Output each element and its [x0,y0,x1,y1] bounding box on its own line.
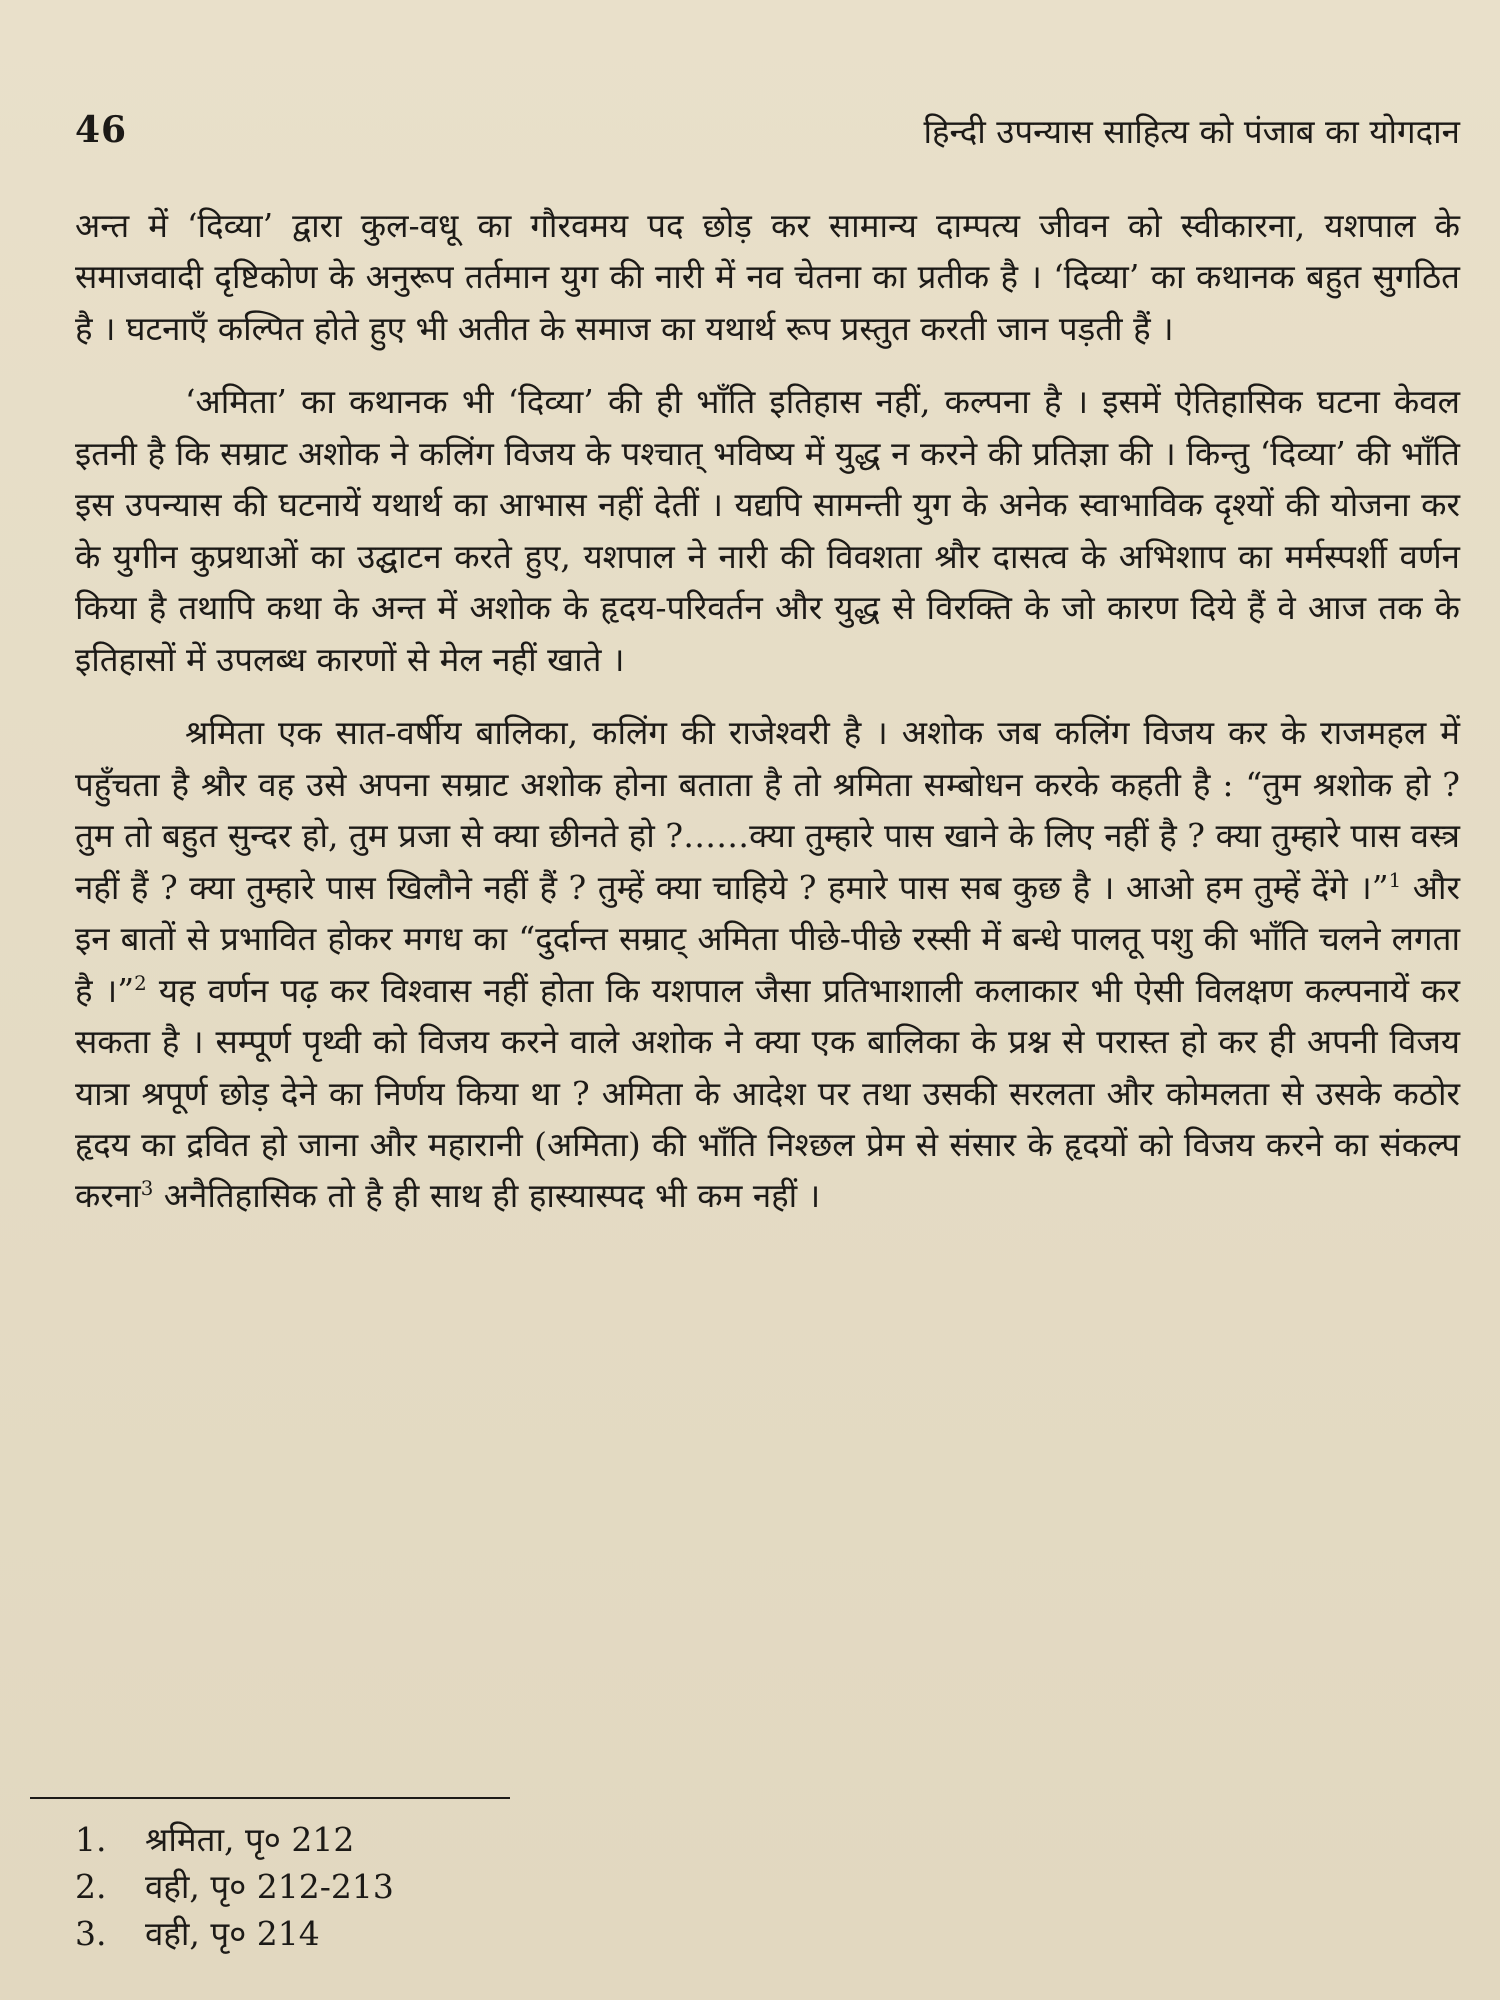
paragraph-3 [75,707,1460,1222]
paragraph-3-text-b: और इन बातों से प्रभावित होकर मगध का “दुर्दान्त सम्राट् अमिता पीछे-पीछे रस्सी में बन्धे पालतू पशु की भाँति चलने लगता है ।” [75,867,1461,1010]
paragraph-3-text-a: श्रमिता एक सात-वर्षीय बालिका, कलिंग की राजेश्वरी है । अशोक जब कलिंग विजय कर के राजमहल में पहुँचता है श्रौर वह उसे अपना सम्राट अशोक होना बताता है तो श्रमिता सम्बोधन करके कहती है : “तुम श्रशोक हो ? तुम तो बहुत सुन्दर हो, तुम प्रजा से क्या छीनते हो ?……क्या तुम्हारे पास खाने के लिए नहीं है ? क्या तुम्हारे पास वस्त्र नहीं हैं ? क्या तुम्हारे पास खिलौने नहीं हैं ? तुम्हें क्या चाहिये ? हमारे पास सब कुछ है । आओ हम तुम्हें देंगे ।” [75,713,1460,907]
page-header [75,100,1460,160]
page-number: 46 [75,109,128,151]
footnote-item [75,1864,975,1911]
footnotes [75,1797,975,1958]
footnote-ref-2: 2 [134,971,147,995]
footnote-ref-1: 1 [1388,868,1402,892]
footnote-text: वही, पृ० 214 [145,1913,320,1953]
paragraph-3-text-c: यह वर्णन पढ़ कर विश्वास नहीं होता कि यशपाल जैसा प्रतिभाशाली कलाकार भी ऐसी विलक्षण कल्पनायें कर सकता है । सम्पूर्ण पृथ्वी को विजय करने वाले अशोक ने क्या एक बालिका के प्रश्न से परास्त हो कर ही अपनी विजय यात्रा श्रपूर्ण छोड़ देने का निर्णय किया था ? अमिता के आदेश पर तथा उसकी सरलता और कोमलता से उसके कठोर हृदय का द्रवित हो जाना और महारानी (अमिता) की भाँति निश्छल प्रेम से संसार के हृदयों को विजय करने का संकल्प करना [75,970,1460,1216]
running-title: हिन्दी उपन्यास साहित्य को पंजाब का योगदान [923,111,1460,151]
footnote-text: वही, पृ० 212-213 [145,1866,394,1906]
body-text [75,200,1460,1244]
footnote-number: 1. [75,1820,107,1859]
footnote-divider [30,1797,510,1799]
footnote-number: 2. [75,1866,107,1906]
footnote-number: 3. [75,1913,107,1953]
footnote-item [75,1817,975,1864]
paragraph-1: अन्त में ‘दिव्या’ द्वारा कुल-वधू का गौरवमय पद छोड़ कर सामान्य दाम्पत्य जीवन को स्वीकारना, यशपाल के समाजवादी दृष्टिकोण के अनुरूप तर्तमान युग की नारी में नव चेतना का प्रतीक है । ‘दिव्या’ का कथानक बहुत सुगठित है । घटनाएँ कल्पित होते हुए भी अतीत के समाज का यथार्थ रूप प्रस्तुत करती जान पड़ती हैं । [75,206,1460,348]
footnote-item [75,1911,975,1958]
footnote-ref-3: 3 [140,1177,154,1201]
paragraph-2: ‘अमिता’ का कथानक भी ‘दिव्या’ की ही भाँति इतिहास नहीं, कल्पना है । इसमें ऐतिहासिक घटना केवल इतनी है कि सम्राट अशोक ने कलिंग विजय के पश्चात् भविष्य में युद्ध न करने की प्रतिज्ञा की । किन्तु ‘दिव्या’ की भाँति इस उपन्यास की घटनायें यथार्थ का आभास नहीं देतीं । यद्यपि सामन्ती युग के अनेक स्वाभाविक दृश्यों की योजना कर के युगीन कुप्रथाओं का उद्घाटन करते हुए, यशपाल ने नारी की विवशता श्रौर दासत्व के अभिशाप का मर्मस्पर्शी वर्णन किया है तथापि कथा के अन्त में अशोक के हृदय-परिवर्तन और युद्ध से विरक्ति के जो कारण दिये हैं वे आज तक के इतिहासों में उपलब्ध कारणों से मेल नहीं खाते । [75,382,1460,679]
footnote-text: श्रमिता, पृ० 212 [145,1820,355,1859]
paragraph-3-text-d: अनैतिहासिक तो है ही साथ ही हास्यास्पद भी कम नहीं । [153,1176,821,1216]
